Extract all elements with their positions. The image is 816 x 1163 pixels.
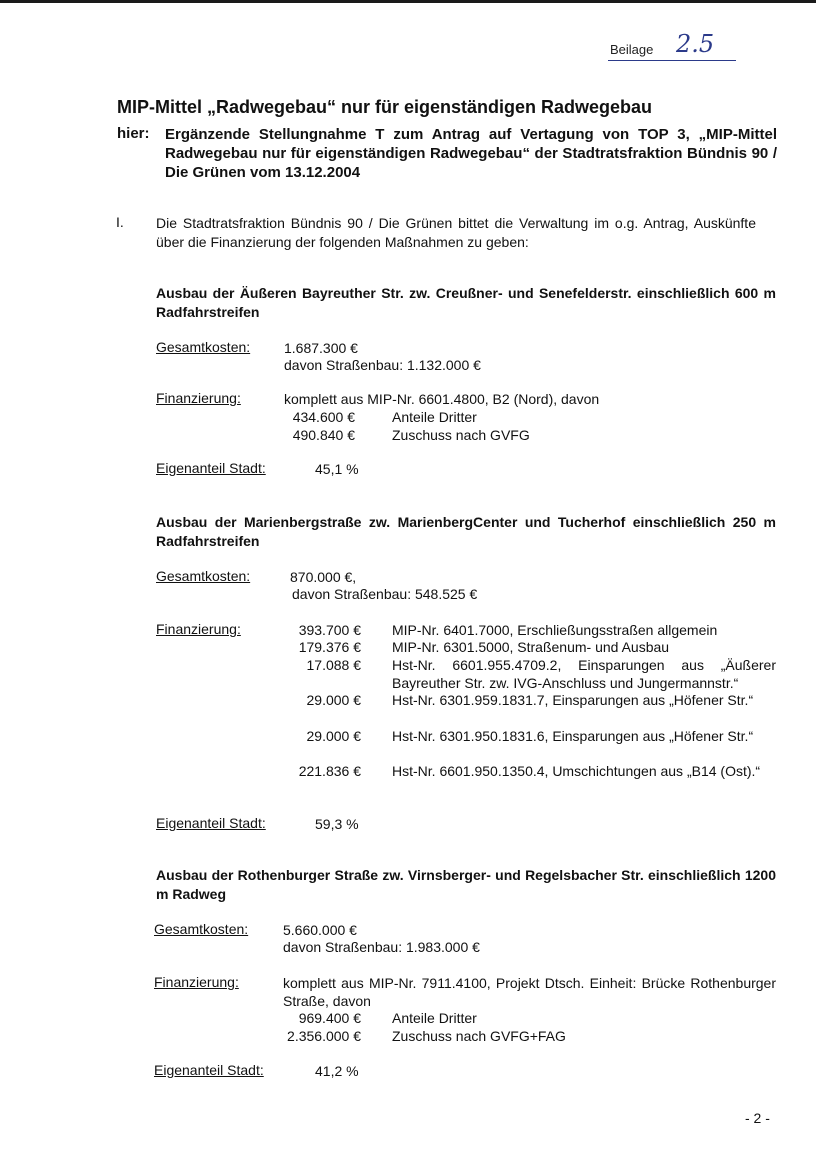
amount-desc: MIP-Nr. 6401.7000, Erschließungsstraßen allgemein: [392, 622, 718, 638]
beilage-label: Beilage: [610, 42, 654, 57]
amount-desc: MIP-Nr. 6301.5000, Straßenum- und Ausbau: [392, 639, 670, 655]
eigenanteil-value: 59,3 %: [315, 816, 359, 832]
finanzierung-label: Finanzierung:: [154, 974, 239, 990]
finanzierung-label: Finanzierung:: [156, 621, 241, 637]
finanzierung-label: Finanzierung:: [156, 390, 241, 406]
amount: 393.700 €: [298, 622, 361, 638]
eigenanteil-value: 41,2 %: [315, 1063, 359, 1079]
amount-desc: Hst-Nr. 6301.959.1831.7, Einsparungen aus „Höfener Str.“: [392, 692, 754, 708]
amount: 490.840 €: [292, 427, 355, 443]
page-number: - 2 -: [745, 1110, 770, 1126]
eigenanteil-label: Eigenanteil Stadt:: [156, 815, 266, 831]
gesamtkosten-label: Gesamtkosten:: [156, 339, 251, 355]
section-numeral: I.: [116, 214, 124, 230]
amount: 2.356.000 €: [287, 1028, 361, 1044]
amount: 221.836 €: [298, 763, 361, 779]
intro-paragraph: Die Stadtratsfraktion Bündnis 90 / Die Grünen bittet die Verwaltung im o.g. Antrag, Auskünfte über die Finanzierung der folgenden Maßnahmen zu geben:: [156, 215, 756, 250]
amount: 434.600 €: [292, 409, 355, 425]
amount: 179.376 €: [298, 639, 361, 655]
section-title: Ausbau der Marienbergstraße zw. MarienbergCenter und Tucherhof einschließlich 250 m Radfahrstreifen: [156, 514, 776, 549]
amount-desc: Zuschuss nach GVFG: [392, 427, 530, 443]
eigenanteil-value: 45,1 %: [315, 461, 359, 477]
beilage-underline: [608, 60, 736, 61]
amount-desc: Zuschuss nach GVFG+FAG: [392, 1028, 566, 1044]
subject-text: Ergänzende Stellungnahme T zum Antrag auf Vertagung von TOP 3, „MIP-Mittel Radwegebau nur für eigenständigen Radwegebau“ der Stadtratsfraktion Bündnis 90 / Die Grünen vom 13.12.2004: [165, 126, 777, 181]
amount-desc: Anteile Dritter: [392, 1010, 477, 1026]
top-border-line: [0, 0, 816, 3]
eigenanteil-label: Eigenanteil Stadt:: [156, 460, 266, 476]
section-title: Ausbau der Äußeren Bayreuther Str. zw. Creußner- und Senefelderstr. einschließlich 600 m Radfahrstreifen: [156, 285, 776, 320]
amount-desc: Anteile Dritter: [392, 409, 477, 425]
amount: 969.400 €: [298, 1010, 361, 1026]
strassenbau-value: davon Straßenbau: 1.132.000 €: [284, 357, 481, 373]
strassenbau-value: davon Straßenbau: 1.983.000 €: [283, 939, 480, 955]
section-title: Ausbau der Rothenburger Straße zw. Virnsberger- und Regelsbacher Str. einschließlich 1200 m Radweg: [156, 867, 776, 902]
amount: 17.088 €: [306, 657, 361, 673]
gesamtkosten-value: 870.000 €,: [290, 569, 357, 585]
gesamtkosten-label: Gesamtkosten:: [154, 921, 249, 937]
finanzierung-text: komplett aus MIP-Nr. 7911.4100, Projekt Dtsch. Einheit: Brücke Rothenburger Straße, davon: [283, 975, 776, 1009]
gesamtkosten-value: 1.687.300 €: [284, 340, 358, 356]
gesamtkosten-label: Gesamtkosten:: [156, 568, 251, 584]
amount-desc: Hst-Nr. 6601.955.4709.2, Einsparungen aus „Äußerer Bayreuther Str. zw. IVG-Anschluss und Jungermannstr.“: [392, 657, 776, 691]
eigenanteil-label: Eigenanteil Stadt:: [154, 1062, 264, 1078]
gesamtkosten-value: 5.660.000 €: [283, 922, 357, 938]
beilage-handwritten-number: 2.5: [676, 30, 715, 58]
amount: 29.000 €: [306, 692, 361, 708]
finanzierung-text: komplett aus MIP-Nr. 6601.4800, B2 (Nord), davon: [284, 391, 600, 407]
amount: 29.000 €: [306, 728, 361, 744]
hier-label: hier:: [117, 125, 150, 142]
amount-desc: Hst-Nr. 6301.950.1831.6, Einsparungen aus „Höfener Str.“: [392, 728, 754, 744]
amount-desc: Hst-Nr. 6601.950.1350.4, Umschichtungen aus „B14 (Ost).“: [392, 763, 761, 779]
strassenbau-value: davon Straßenbau: 548.525 €: [292, 586, 478, 602]
document-title: MIP-Mittel „Radwegebau“ nur für eigenständigen Radwegebau: [117, 97, 653, 117]
